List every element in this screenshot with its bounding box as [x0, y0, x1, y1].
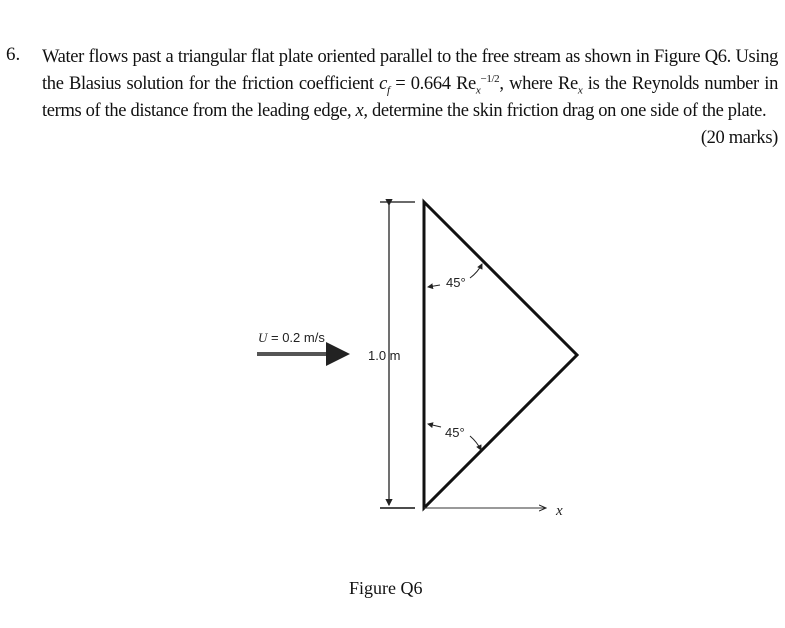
- angle-label-top: 45°: [446, 275, 466, 290]
- cf-symbol: c: [379, 74, 388, 94]
- angle-arc-top: [470, 264, 482, 278]
- question-text-part: , determine the skin friction drag on one side of the plate.: [363, 101, 767, 121]
- re2-subscript: x: [577, 84, 583, 97]
- marks: (20 marks): [700, 128, 778, 148]
- re-subscript: x: [475, 84, 481, 97]
- equation: = 0.664 Re: [389, 74, 476, 94]
- figure-caption: Figure Q6: [349, 578, 423, 598]
- cf-subscript: f: [387, 84, 390, 97]
- question-number: 6.: [6, 44, 21, 65]
- x-axis-label: x: [556, 503, 563, 519]
- question-text-part: , where Re: [499, 74, 578, 94]
- angle-arc-bottom: [470, 436, 481, 450]
- velocity-label: U = 0.2 m/s: [258, 330, 325, 345]
- angle-arrow-top-left: [428, 285, 440, 287]
- re-exponent: −1/2: [480, 72, 500, 85]
- angle-arrow-bottom-left: [428, 424, 441, 427]
- question-text-part: Water flows past a triangular flat plate oriented parallel to the free stream as shown in Figure Q6. Using the Blasius solution for the friction coefficient: [42, 47, 778, 94]
- x-variable: x: [355, 101, 364, 121]
- question-text-part: is the Reynolds number in terms of the distance from the leading edge,: [42, 74, 778, 121]
- triangular-plate: [424, 202, 577, 508]
- angle-label-bottom: 45°: [445, 425, 465, 440]
- height-label: 1.0 m: [368, 348, 401, 363]
